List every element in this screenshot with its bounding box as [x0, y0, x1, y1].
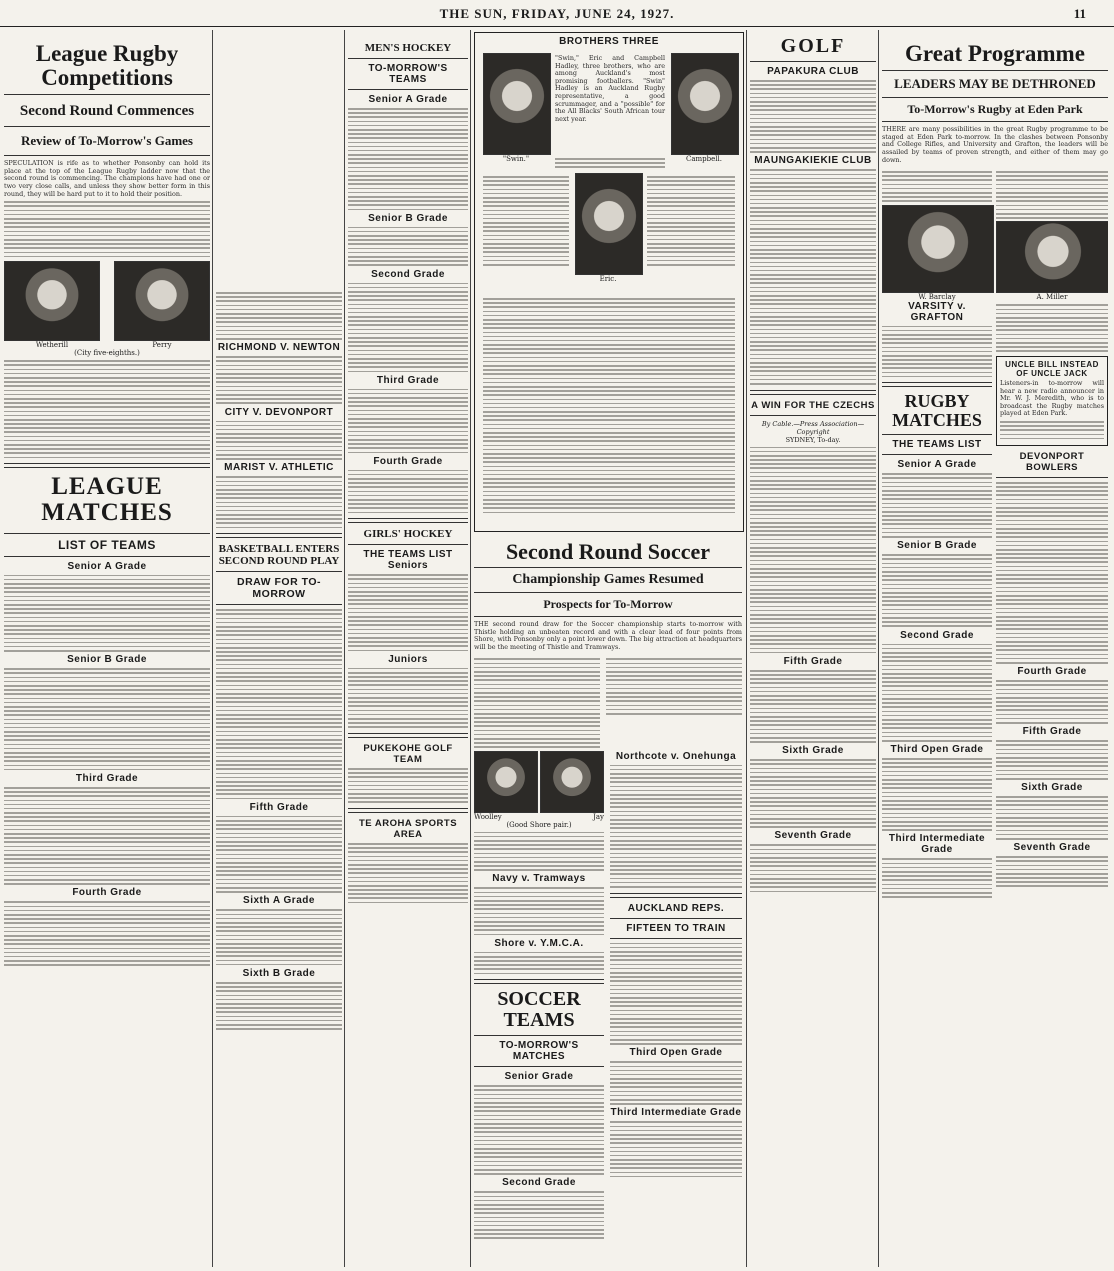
article-text-lines: [4, 201, 210, 257]
soccer-subhead: Championship Games Resumed: [512, 572, 704, 588]
rugby-senior-a: Senior A Grade: [897, 459, 977, 471]
fourth-grade-head: Fourth Grade: [72, 887, 142, 899]
page-number: 11: [1073, 6, 1086, 21]
rugby-teams-list: THE TEAMS LIST: [892, 439, 982, 451]
senior-a-head: Senior A Grade: [67, 560, 147, 572]
league-rugby-headline: League Rugby Competitions: [35, 41, 179, 91]
hockey-second: Second Grade: [371, 268, 445, 280]
list-of-teams-head: LIST OF TEAMS: [58, 537, 156, 552]
brothers-three-box: [474, 32, 744, 532]
swin-caption: "Swin.": [502, 155, 530, 163]
uncle-bill-box: [996, 356, 1108, 446]
soccer-teams-sub: TO-MORROW'S MATCHES: [499, 1040, 579, 1063]
soccer-senior: Senior Grade: [504, 1071, 574, 1083]
hockey-senior-b: Senior B Grade: [368, 212, 448, 224]
marist-athletic-head: MARIST V. ATHLETIC: [224, 462, 334, 474]
girls-seniors: Seniors: [387, 560, 429, 572]
third-grade-head: Third Grade: [75, 772, 139, 784]
soccer-third-open: Third Open Grade: [629, 1047, 723, 1059]
city-devonport-head: CITY V. DEVONPORT: [224, 406, 334, 418]
wetherill-caption: Wetherill: [35, 341, 69, 350]
shore-pair-caption: (Good Shore pair.): [506, 820, 572, 829]
rugby-third-inter: Third Intermediate Grade: [888, 833, 986, 856]
hockey-third: Third Grade: [376, 374, 440, 386]
northcote-onehunga-head: Northcote v. Onehunga: [615, 750, 737, 762]
miller-photo: [996, 221, 1108, 293]
shore-ymca-head: Shore v. Y.M.C.A.: [494, 937, 584, 949]
swin-photo: [483, 53, 551, 155]
rugby-matches-head: RUGBY MATCHES: [892, 391, 982, 431]
uncle-bill-head: UNCLE BILL INSTEAD OF UNCLE JACK: [1005, 360, 1099, 379]
rugby-fourth: Fourth Grade: [1017, 666, 1087, 678]
barclay-caption: W. Barclay: [918, 292, 956, 301]
hockey-teams-head: TO-MORROW'S TEAMS: [368, 63, 448, 85]
papakura-club-head: PAPAKURA CLUB: [767, 66, 859, 77]
masthead-title: THE SUN, FRIDAY, JUNE 24, 1927.: [439, 6, 675, 21]
league-matches-head: LEAGUE MATCHES: [41, 473, 173, 527]
soccer-deck: Prospects for To-Morrow: [543, 597, 673, 612]
te-aroha-head: TE AROHA SPORTS AREA: [358, 818, 458, 841]
auckland-reps-sub: FIFTEEN TO TRAIN: [626, 922, 726, 934]
column-golf: [750, 30, 876, 1267]
rugby-senior-b: Senior B Grade: [897, 540, 977, 552]
mens-hockey-head: MEN'S HOCKEY: [364, 42, 452, 54]
auckland-reps-head: AUCKLAND REPS.: [627, 902, 725, 914]
programme-intro: THERE are many possibilities in the great Rugby programme to be staged at Eden Park to-morrow. In the clashes between Ponsonby and College Rifles, and University and Grafton, the leaders will be assailed by teams of proven strength, and either of them may go down.: [882, 125, 1108, 164]
czechs-credit: By Cable.—Press Association—Copyright: [761, 419, 865, 436]
programme-headline: Great Programme: [905, 41, 1085, 66]
campbell-caption: Campbell.: [686, 155, 722, 163]
fifth-grade-head: Fifth Grade: [249, 801, 309, 813]
richmond-newton-head: RICHMOND V. NEWTON: [217, 342, 341, 354]
column-rugby-previews: [216, 30, 342, 1267]
perry-caption: Perry: [152, 341, 172, 350]
woolley-photo: [474, 751, 538, 813]
league-rugby-intro: SPECULATION is rife as to whether Ponsonby can hold its place at the top of the League Rugby ladder now that the second round is commencing. The champions have had one or two very close calls, and unless they show better form in this round, they will be hard put to it to hold their position.: [4, 159, 210, 198]
jay-photo: [540, 751, 604, 813]
rugby-fifth: Fifth Grade: [1022, 726, 1082, 738]
soccer-headline: Second Round Soccer: [505, 540, 711, 564]
league-rugby-subhead: Second Round Commences: [19, 103, 195, 120]
sixth-a-head: Sixth A Grade: [243, 895, 315, 907]
sixth-b-head: Sixth B Grade: [242, 968, 316, 980]
brothers-text: "Swin," Eric and Campbell Hadley, three brothers, who are among Auckland's most promising footballers. "Swin" Hadley is an Auckland Rugby representative, a good scrummager, and a "possible" for the All Blacks' South African tour next year.: [555, 54, 665, 123]
varsity-grafton-head: VARSITY v. GRAFTON: [908, 300, 966, 323]
soccer-teams-head: SOCCER TEAMS: [497, 988, 581, 1032]
rugby-seventh: Seventh Grade: [1013, 842, 1091, 854]
miller-caption: A. Miller: [1036, 293, 1068, 302]
czechs-dateline: SYDNEY, To-day.: [785, 435, 841, 444]
hockey-fourth: Fourth Grade: [373, 455, 443, 467]
senior-b-head: Senior B Grade: [67, 654, 147, 666]
column-hockey: [348, 30, 468, 1267]
eric-photo: [575, 173, 643, 275]
wetherill-photo: [4, 261, 100, 341]
rugby-second: Second Grade: [900, 629, 974, 641]
soccer-second: Second Grade: [502, 1177, 576, 1189]
basketball-head: BASKETBALL ENTERS SECOND ROUND PLAY: [218, 543, 340, 568]
masthead: [0, 0, 1114, 27]
girls-teams-list: THE TEAMS LIST: [363, 549, 453, 561]
soccer-third-inter: Third Intermediate Grade: [610, 1107, 742, 1119]
league-rugby-deck: Review of To-Morrow's Games: [21, 133, 193, 149]
eric-caption: Eric.: [599, 275, 617, 283]
devonport-bowlers-head: DEVONPORT BOWLERS: [1019, 450, 1085, 473]
girls-juniors: Juniors: [388, 653, 428, 665]
rugby-third-open: Third Open Grade: [890, 744, 984, 756]
programme-subhead: LEADERS MAY BE DETHRONED: [894, 76, 1096, 92]
navy-tramways-head: Navy v. Tramways: [492, 873, 586, 885]
girls-hockey-head: GIRLS' HOCKEY: [363, 528, 453, 541]
programme-deck: To-Morrow's Rugby at Eden Park: [907, 102, 1083, 117]
jay-caption: Jay: [593, 812, 604, 821]
golf-sixth: Sixth Grade: [782, 745, 844, 757]
maungakiekie-club-head: MAUNGAKIEKIE CLUB: [754, 155, 872, 167]
golf-fifth: Fifth Grade: [783, 655, 843, 667]
column-league-rugby: [4, 30, 210, 1267]
golf-seventh: Seventh Grade: [774, 830, 852, 842]
soccer-section: [474, 540, 742, 1267]
golf-head: GOLF: [780, 35, 846, 57]
woolley-caption: Woolley: [474, 812, 502, 821]
perry-photo: [114, 261, 210, 341]
barclay-photo: [882, 205, 994, 293]
czechs-head: A WIN FOR THE CZECHS: [751, 399, 875, 411]
pukekohe-golf-head: PUKEKOHE GOLF TEAM: [363, 742, 453, 765]
uncle-bill-text: Listeners-in to-morrow will hear a new radio announcer in Mr. W. J. Meredith, who is to broadcast the Rugby matches played at Eden Park.: [1000, 379, 1104, 418]
photo-credit: (City five-eighths.): [74, 349, 140, 358]
soccer-intro: THE second round draw for the Soccer championship starts to-morrow with Thistle holding an unbeaten record and with a clear lead of four points from Shore, with Ponsonby only a point lower down. The big attraction at headquarters will be the meeting of Thistle and Tramways.: [474, 620, 742, 651]
hockey-senior-a: Senior A Grade: [368, 94, 448, 105]
rugby-sixth: Sixth Grade: [1021, 782, 1083, 794]
column-great-programme: [882, 30, 1108, 1267]
basketball-draw-head: DRAW FOR TO-MORROW: [237, 576, 321, 601]
brothers-head: BROTHERS THREE: [559, 36, 659, 47]
campbell-photo: [671, 53, 739, 155]
